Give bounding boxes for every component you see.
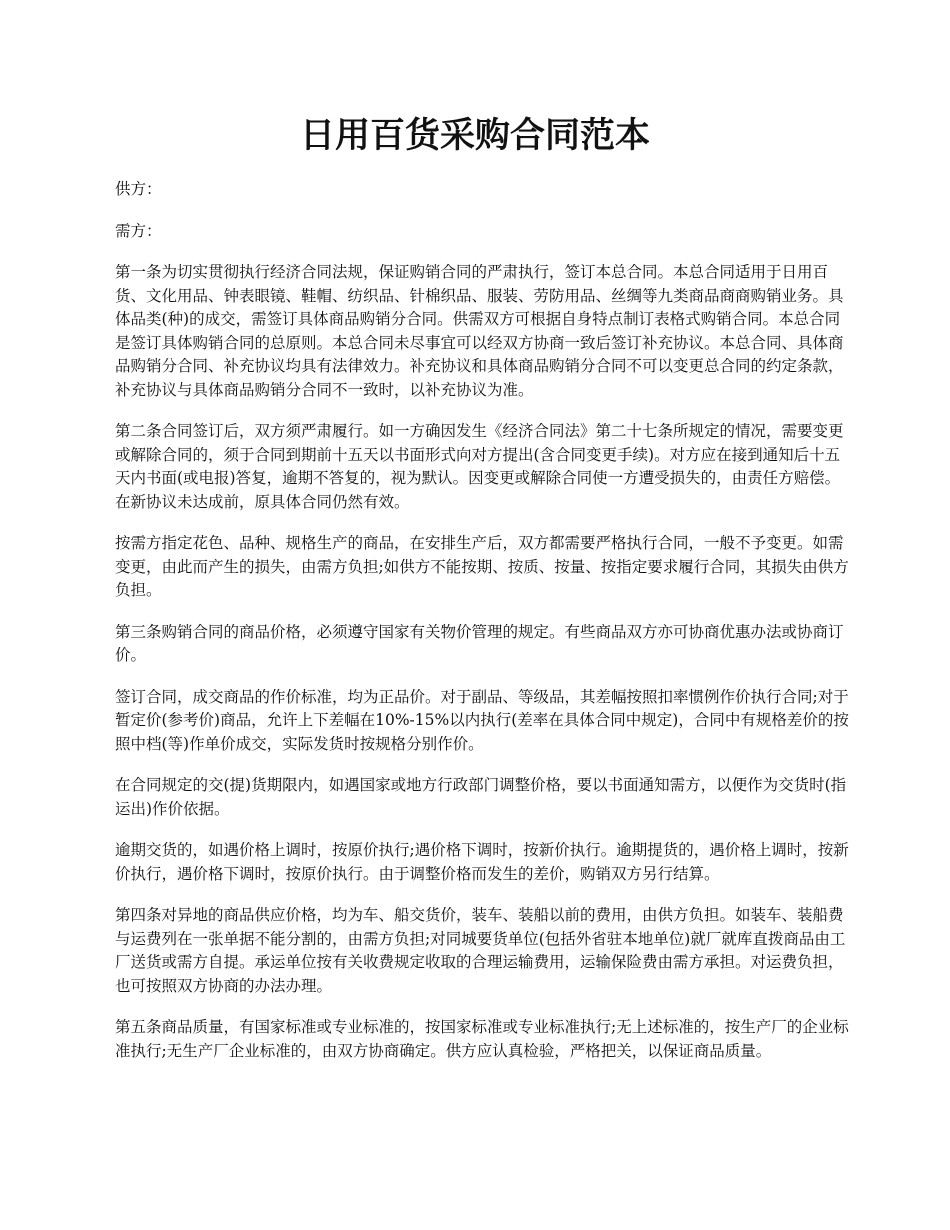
buyer-label: 需方： [115, 221, 162, 240]
article-3-paragraph: 第三条购销合同的商品价格，必须遵守国家有关物价管理的规定。有些商品双方亦可协商优惠办法或协商订价。 [115, 622, 844, 664]
price-adjustment-paragraph: 在合同规定的交(提)货期限内，如遇国家或地方行政部门调整价格，要以书面通知需方，以便作为交货时(指运出)作价依据。 [115, 776, 847, 818]
document-body [115, 178, 855, 1081]
article-2-paragraph: 第二条合同签订后，双方须严肃履行。如一方确因发生《经济合同法》第二十七条所规定的情况，需要变更或解除合同的，须于合同到期前十五天以书面形式向对方提出(含合同变更手续)。对方应在接到通知后十五天内书面(或电报)答复，逾期不答复的，视为默认。因变更或解除合同使一方遭受损失的，由责任方赔偿。在新协议未达成前，原具体合同仍然有效。 [115, 422, 844, 511]
article-5-paragraph: 第五条商品质量，有国家标准或专业标准的，按国家标准或专业标准执行;无上述标准的，按生产厂的企业标准执行;无生产厂企业标准的，由双方协商确定。供方应认真检验，严格把关，以保证商品质量。 [115, 1018, 849, 1060]
article-1-paragraph: 第一条为切实贯彻执行经济合同法规，保证购销合同的严肃执行，签订本总合同。本总合同适用于日用百货、文化用品、钟表眼镜、鞋帽、纺织品、针棉织品、服装、劳防用品、丝绸等九类商品商商购销业务。具体品类(种)的成交，需签订具体商品购销分合同。供需双方可根据自身特点制订表格式购销合同。本总合同是签订具体购销合同的总原则。本总合同未尽事宜可以经双方协商一致后签订补充协议。本总合同、具体商品购销分合同、补充协议均具有法律效力。补充协议和具体商品购销分合同不可以变更总合同的约定条款，补充协议与具体商品购销分合同不一致时，以补充协议为准。 [115, 263, 844, 399]
article-4-paragraph: 第四条对异地的商品供应价格，均为车、船交货价，装车、装船以前的费用，由供方负担。如装车、装船费与运费列在一张单据不能分割的，由需方负担;对同城要货单位(包括外省驻本地单位)就厂就库直拨商品由工厂送货或需方自提。承运单位按有关收费规定收取的合理运输费用，运输保险费由需方承担。对运费负担，也可按照双方协商的办法办理。 [115, 906, 846, 995]
pricing-standard-paragraph: 签订合同，成交商品的作价标准，均为正品价。对于副品、等级品，其差幅按照扣率惯例作价执行合同;对于暂定价(参考价)商品，允许上下差幅在10%-15%以内执行(差率在具体合同中规定)，合同中有规格差价的按照中档(等)作单价成交，实际发货时按规格分别作价。 [115, 687, 849, 753]
custom-goods-paragraph: 按需方指定花色、品种、规格生产的商品，在安排生产后，双方都需要严格执行合同，一般不予变更。如需变更，由此而产生的损失，由需方负担;如供方不能按期、按质、按量、按指定要求履行合同，其损失由供方负担。 [115, 534, 849, 599]
supplier-label: 供方： [115, 180, 162, 198]
document-title: 日用百货采购合同范本 [299, 115, 650, 156]
late-delivery-paragraph: 逾期交货的，如遇价格上调时，按原价执行;遇价格下调时，按新价执行。逾期提货的，遇价格上调时，按新价执行，遇价格下调时，按原价执行。由于调整价格而发生的差价，购销双方另行结算。 [115, 841, 849, 883]
